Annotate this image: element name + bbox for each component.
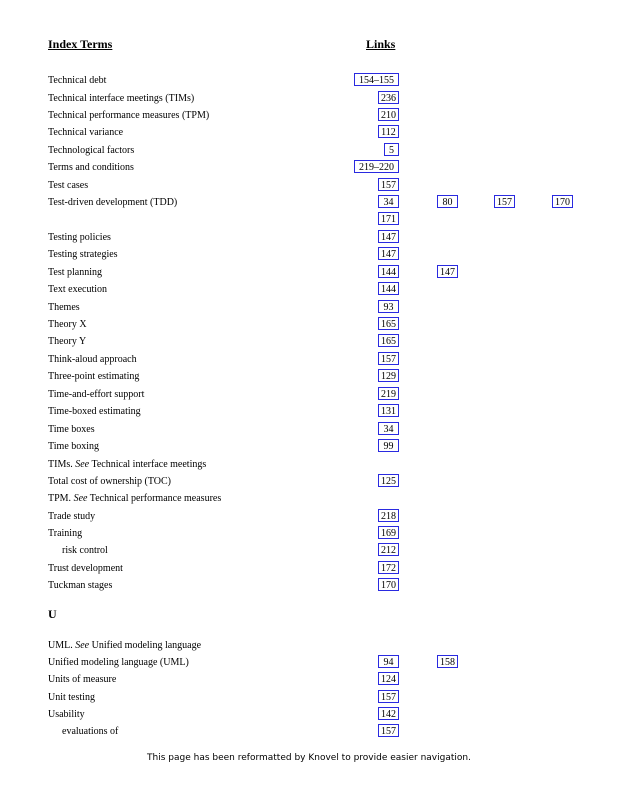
- term-label: Tuckman stages: [48, 580, 113, 591]
- term-label: Total cost of ownership (TOC): [48, 476, 171, 487]
- term-label: risk control: [62, 545, 108, 556]
- index-term: [48, 302, 80, 313]
- index-entry: [0, 195, 618, 212]
- section-letter-row: [0, 607, 618, 624]
- page-link[interactable]: 131: [378, 404, 399, 417]
- see-reference-label: See: [73, 493, 88, 504]
- page-link[interactable]: 147: [437, 265, 458, 278]
- index-term: [48, 336, 86, 347]
- term-label: Technical performance measures (TPM): [48, 110, 210, 121]
- index-term: [48, 249, 118, 260]
- term-label: Test-driven development (TDD): [48, 197, 178, 208]
- page-link[interactable]: 157: [494, 195, 515, 208]
- page-link[interactable]: 171: [378, 212, 399, 225]
- index-entry: [0, 282, 618, 299]
- index-term: [48, 145, 134, 156]
- index-entry: [0, 212, 618, 229]
- term-label: Technical debt: [48, 75, 107, 86]
- index-term: [48, 110, 209, 121]
- index-entry: [0, 369, 618, 386]
- term-label: Text execution: [48, 284, 107, 295]
- index-term: [48, 424, 95, 435]
- page-link[interactable]: 5: [384, 143, 399, 156]
- index-term: [48, 267, 102, 278]
- term-label: Units of measure: [48, 674, 117, 685]
- page-link[interactable]: 157: [378, 724, 399, 737]
- term-label: Theory Y: [48, 336, 87, 347]
- index-entry: [0, 247, 618, 264]
- page-link[interactable]: 144: [378, 265, 399, 278]
- term-label: Time-and-effort support: [48, 389, 145, 400]
- term-label: Training: [48, 528, 83, 539]
- term-label: Testing strategies: [48, 249, 118, 260]
- index-entry: [0, 672, 618, 689]
- index-term: [48, 511, 95, 522]
- see-reference-target: Unified modeling language: [91, 640, 202, 651]
- index-term: [48, 441, 99, 452]
- page-link[interactable]: 142: [378, 707, 399, 720]
- page-link[interactable]: 147: [378, 230, 399, 243]
- index-entry: [0, 578, 618, 595]
- term-label: TPM.: [48, 493, 72, 504]
- index-entry: [0, 491, 618, 508]
- index-term: [48, 284, 107, 295]
- index-entry: [0, 474, 618, 491]
- page-link[interactable]: 210: [378, 108, 399, 121]
- index-term: [48, 371, 139, 382]
- index-term: [48, 709, 85, 720]
- term-label: Testing policies: [48, 232, 111, 243]
- index-entry: [0, 387, 618, 404]
- page-link[interactable]: 157: [378, 352, 399, 365]
- index-entry: [0, 655, 618, 672]
- index-entry: [0, 230, 618, 247]
- term-label: Themes: [48, 302, 80, 313]
- term-label: Unified modeling language (UML): [48, 657, 189, 668]
- page-link[interactable]: 170: [552, 195, 573, 208]
- index-entry: [0, 707, 618, 724]
- term-label: evaluations of: [62, 726, 119, 737]
- section-letter: [48, 607, 57, 622]
- index-entry: [0, 543, 618, 560]
- term-label: Think-aloud approach: [48, 354, 137, 365]
- index-term: [48, 232, 111, 243]
- index-term: [48, 127, 123, 138]
- see-reference-target: Technical performance measures: [89, 493, 222, 504]
- page-link[interactable]: 158: [437, 655, 458, 668]
- index-entry: [0, 317, 618, 334]
- term-label: Unit testing: [48, 692, 95, 703]
- see-reference-label: See: [75, 640, 90, 651]
- term-label: Time boxes: [48, 424, 95, 435]
- term-label: U: [48, 607, 57, 621]
- index-entry: [0, 509, 618, 526]
- index-entry: [0, 724, 618, 741]
- page-link[interactable]: 212: [378, 543, 399, 556]
- page-link[interactable]: 169: [378, 526, 399, 539]
- index-term: [48, 692, 95, 703]
- page-link[interactable]: 170: [378, 578, 399, 591]
- page-link[interactable]: 99: [378, 439, 399, 452]
- term-label: Theory X: [48, 319, 87, 330]
- term-label: Technical interface meetings (TIMs): [48, 93, 195, 104]
- page-link[interactable]: 157: [378, 178, 399, 191]
- term-label: Technological factors: [48, 145, 135, 156]
- index-entry: [0, 300, 618, 317]
- index-entry: [0, 352, 618, 369]
- index-entry: [0, 526, 618, 543]
- term-label: Three-point estimating: [48, 371, 140, 382]
- page-link[interactable]: 112: [378, 125, 399, 138]
- index-term: [48, 580, 112, 591]
- page-link[interactable]: 125: [378, 474, 399, 487]
- links-header: Links: [366, 37, 396, 51]
- see-reference-target: Technical interface meetings: [91, 459, 207, 470]
- index-term: [48, 640, 201, 651]
- term-label: Trade study: [48, 511, 96, 522]
- page-link[interactable]: 34: [378, 195, 399, 208]
- see-reference-label: See: [75, 459, 90, 470]
- index-entry: [0, 143, 618, 160]
- term-label: TIMs.: [48, 459, 73, 470]
- index-term: [48, 197, 177, 208]
- page-link[interactable]: 172: [378, 561, 399, 574]
- index-entry: [0, 178, 618, 195]
- index-term: [48, 674, 116, 685]
- index-term: [48, 180, 88, 191]
- index-entry: [0, 334, 618, 351]
- index-entry: [0, 561, 618, 578]
- term-label: Test cases: [48, 180, 89, 191]
- index-entry: [0, 638, 618, 655]
- index-term: [48, 493, 221, 504]
- page-link[interactable]: 236: [378, 91, 399, 104]
- term-label: Usability: [48, 709, 85, 720]
- index-entry: [0, 439, 618, 456]
- page-link[interactable]: 34: [378, 422, 399, 435]
- term-label: Trust development: [48, 563, 123, 574]
- index-entry: [0, 265, 618, 282]
- index-entry: [0, 457, 618, 474]
- index-entry: [0, 404, 618, 421]
- page-link[interactable]: 124: [378, 672, 399, 685]
- index-term: [48, 657, 189, 668]
- term-label: Terms and conditions: [48, 162, 134, 173]
- index-subterm: [62, 726, 118, 737]
- page-link[interactable]: 154–155: [354, 73, 399, 86]
- index-term: [48, 354, 137, 365]
- page-link[interactable]: 165: [378, 317, 399, 330]
- index-term: [48, 93, 194, 104]
- page-link[interactable]: 80: [437, 195, 458, 208]
- page-link[interactable]: 147: [378, 247, 399, 260]
- page-link[interactable]: 94: [378, 655, 399, 668]
- index-entry: [0, 73, 618, 90]
- footer-note: This page has been reformatted by Knovel to provide easier navigation.: [147, 753, 471, 763]
- page-link[interactable]: 165: [378, 334, 399, 347]
- term-label: Time-boxed estimating: [48, 406, 141, 417]
- page-link[interactable]: 219–220: [354, 160, 399, 173]
- index-term: [48, 406, 141, 417]
- index-subterm: [62, 545, 108, 556]
- index-term: [48, 476, 171, 487]
- index-term: [48, 459, 206, 470]
- page-link[interactable]: 219: [378, 387, 399, 400]
- index-terms-header: Index Terms: [48, 37, 113, 51]
- term-label: Technical variance: [48, 127, 124, 138]
- page-link[interactable]: 157: [378, 690, 399, 703]
- page-link[interactable]: 93: [378, 300, 399, 313]
- index-entry: [0, 125, 618, 142]
- term-label: Test planning: [48, 267, 103, 278]
- index-term: [48, 563, 123, 574]
- page-link[interactable]: 218: [378, 509, 399, 522]
- page-link[interactable]: 144: [378, 282, 399, 295]
- index-term: [48, 528, 82, 539]
- index-entry: [0, 91, 618, 108]
- index-term: [48, 319, 87, 330]
- index-term: [48, 162, 134, 173]
- index-term: [48, 75, 106, 86]
- index-entry: [0, 160, 618, 177]
- term-label: Time boxing: [48, 441, 100, 452]
- term-label: UML.: [48, 640, 73, 651]
- index-term: [48, 389, 144, 400]
- index-entry: [0, 422, 618, 439]
- page-link[interactable]: 129: [378, 369, 399, 382]
- index-entry: [0, 690, 618, 707]
- index-entry: [0, 108, 618, 125]
